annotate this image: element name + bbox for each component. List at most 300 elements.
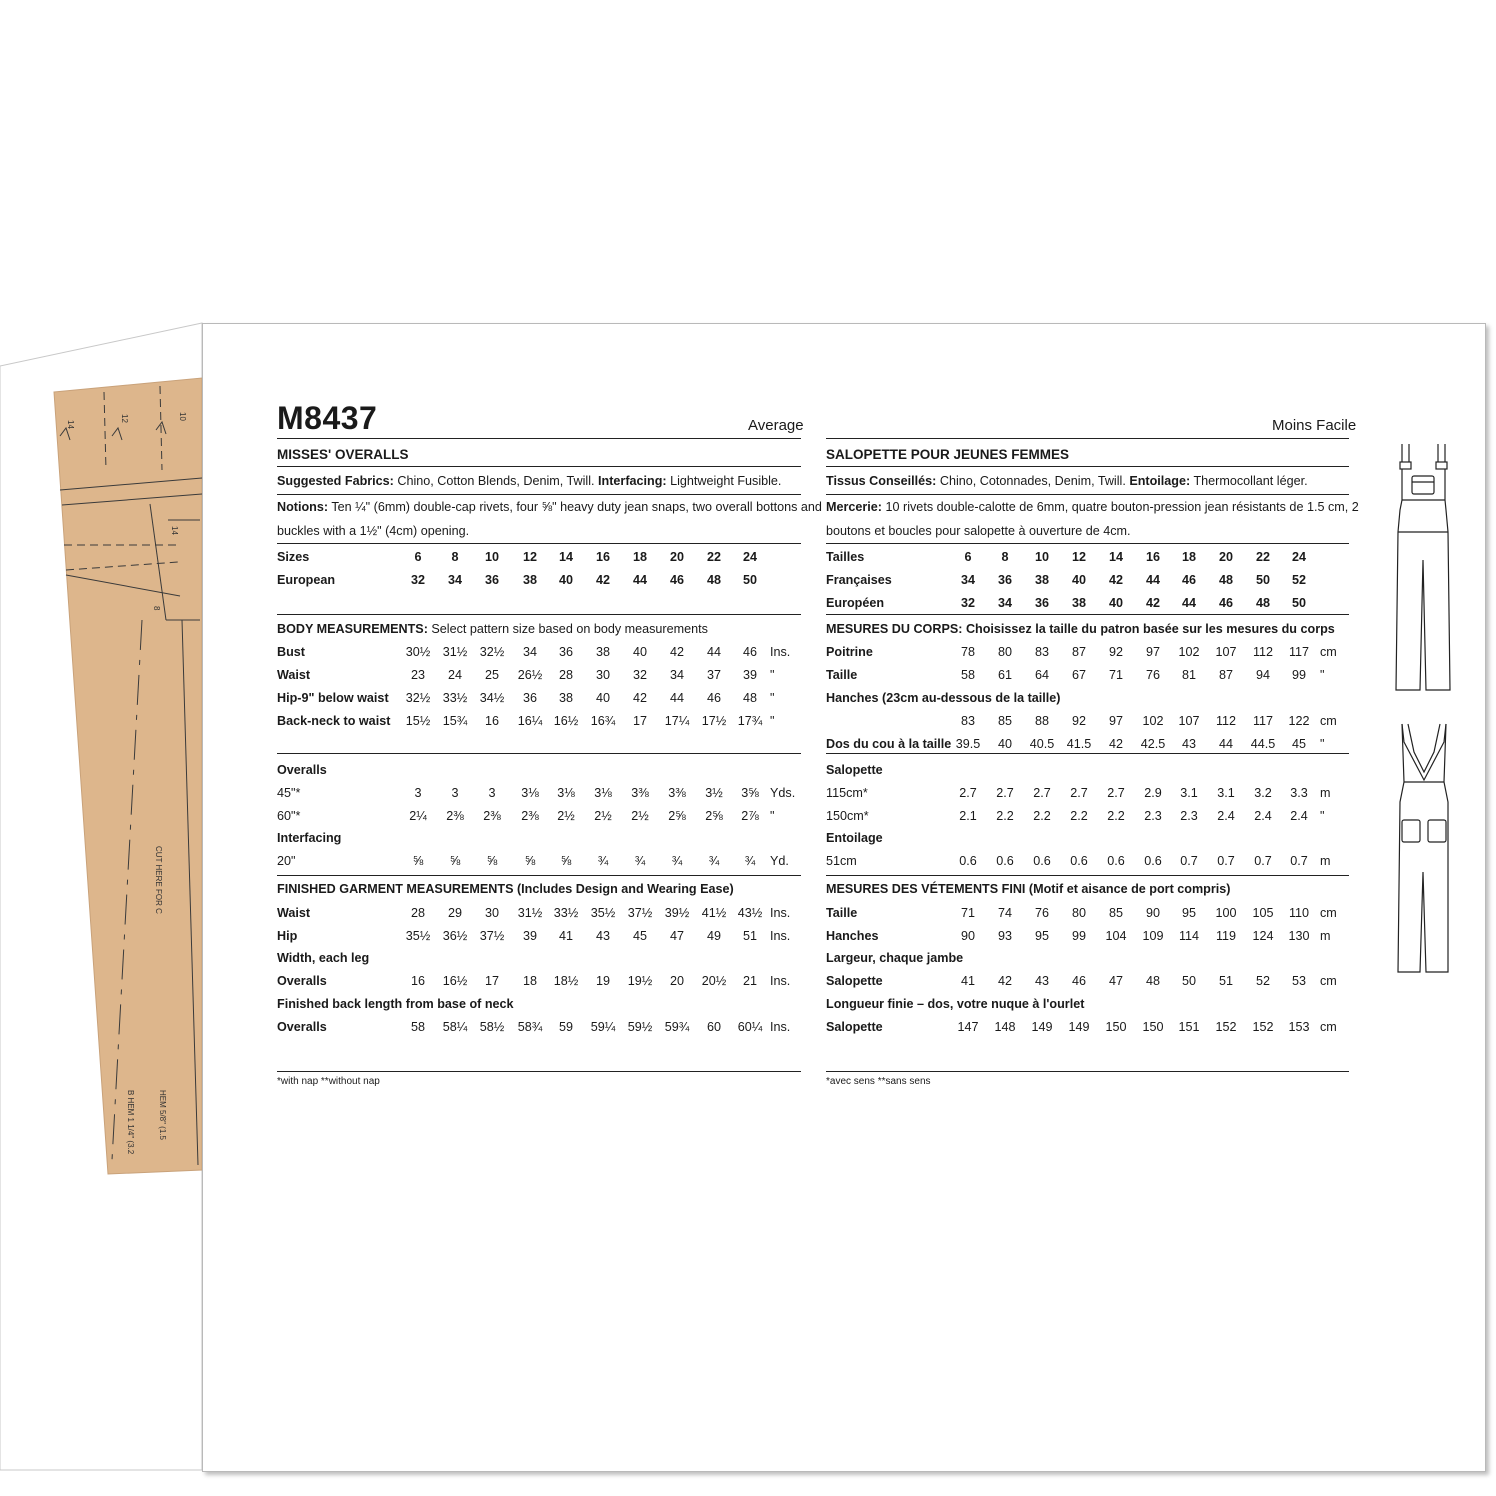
value-cell: 3.3 — [1290, 786, 1308, 800]
value-cell: 12 — [522, 550, 538, 564]
value-cell: 0.7 — [1254, 854, 1272, 868]
value-cell: 37 — [706, 668, 722, 682]
value-cell: 20 — [669, 974, 685, 988]
value-cell: 85 — [997, 714, 1013, 728]
value-cell: 149 — [1031, 1020, 1053, 1034]
unit-cell: " — [1320, 668, 1325, 682]
value-cell: 15¾ — [442, 714, 468, 728]
value-cell: 49 — [706, 929, 722, 943]
value-cell: 29 — [447, 906, 463, 920]
value-cell: 6 — [964, 550, 972, 564]
value-cell: 16 — [410, 974, 426, 988]
value-cell: 40.5 — [1029, 737, 1055, 751]
divider — [826, 875, 1349, 876]
value-cell: 36½ — [442, 929, 468, 943]
value-cell: 14 — [558, 550, 574, 564]
value-cell: 10 — [1034, 550, 1050, 564]
value-cell: 35½ — [405, 929, 431, 943]
value-cell: 41 — [558, 929, 574, 943]
value-cell: 50 — [1255, 573, 1271, 587]
value-cell: 48 — [706, 573, 722, 587]
value-cell: 38 — [558, 691, 574, 705]
value-cell: 36 — [484, 573, 500, 587]
row-label: Poitrine — [826, 645, 873, 659]
fabrics-text: Chino, Cotton Blends, Denim, Twill. — [393, 474, 599, 488]
value-cell: 58 — [410, 1020, 426, 1034]
value-cell: 105 — [1252, 906, 1274, 920]
value-cell: 2.4 — [1254, 809, 1272, 823]
divider — [826, 466, 1349, 467]
value-cell: 42 — [1108, 737, 1124, 751]
value-cell: 41.5 — [1066, 737, 1092, 751]
notions-line1: 10 rivets double-calotte de 6mm, quatre bouton-pression jean résistants de 1.5 cm, 2 — [882, 500, 1359, 514]
value-cell: 42 — [997, 974, 1013, 988]
unit-cell: Ins. — [770, 1020, 791, 1034]
value-cell: 40 — [632, 645, 648, 659]
value-cell: 32½ — [479, 645, 505, 659]
value-cell: ⅝ — [524, 854, 536, 868]
row-label: Taille — [826, 906, 858, 920]
value-cell: 3.1 — [1217, 786, 1235, 800]
fabrics-en — [277, 474, 781, 488]
value-cell: 3 — [451, 786, 459, 800]
divider — [826, 543, 1349, 544]
value-cell: 37½ — [479, 929, 505, 943]
width-title-fr: Largeur, chaque jambe — [826, 951, 964, 965]
value-cell: 2.2 — [1033, 809, 1051, 823]
value-cell: 58¼ — [442, 1020, 468, 1034]
value-cell: 88 — [1034, 714, 1050, 728]
value-cell: 44 — [669, 691, 685, 705]
value-cell: 59½ — [627, 1020, 653, 1034]
row-label: Waist — [277, 668, 311, 682]
divider — [277, 543, 801, 544]
row-label: Européen — [826, 596, 885, 610]
value-cell: 42 — [1145, 596, 1161, 610]
value-cell: 51 — [742, 929, 758, 943]
pattern-envelope-back — [202, 323, 1486, 1472]
value-cell: 28 — [410, 906, 426, 920]
notions-en — [277, 500, 822, 514]
row-label: Waist — [277, 906, 311, 920]
value-cell: 42 — [595, 573, 611, 587]
value-cell: 2.2 — [1107, 809, 1125, 823]
value-cell: 34 — [960, 573, 976, 587]
value-cell: 99 — [1291, 668, 1307, 682]
value-cell: 2.9 — [1144, 786, 1162, 800]
value-cell: 32 — [410, 573, 426, 587]
divider — [826, 1071, 1349, 1072]
value-cell: 40 — [997, 737, 1013, 751]
value-cell: 3⅝ — [741, 786, 759, 800]
value-cell: 41½ — [701, 906, 727, 920]
value-cell: 78 — [960, 645, 976, 659]
interfacing-label: Interfacing: — [598, 474, 667, 488]
value-cell: 34 — [669, 668, 685, 682]
value-cell: 100 — [1215, 906, 1237, 920]
value-cell: 46 — [1218, 596, 1234, 610]
notions-fr — [826, 500, 1359, 514]
value-cell: 87 — [1071, 645, 1087, 659]
value-cell: 147 — [957, 1020, 979, 1034]
value-cell: 16½ — [442, 974, 468, 988]
value-cell: 44 — [1181, 596, 1197, 610]
value-cell: 46 — [742, 645, 758, 659]
value-cell: 90 — [960, 929, 976, 943]
value-cell: 3 — [414, 786, 422, 800]
value-cell: 3 — [488, 786, 496, 800]
value-cell: 110 — [1288, 906, 1310, 920]
value-cell: 36 — [1034, 596, 1050, 610]
value-cell: 58¾ — [517, 1020, 543, 1034]
value-cell: 30 — [484, 906, 500, 920]
value-cell: 150 — [1105, 1020, 1127, 1034]
value-cell: 2.7 — [996, 786, 1014, 800]
value-cell: 17¼ — [664, 714, 690, 728]
divider — [277, 494, 801, 495]
value-cell: 38 — [1071, 596, 1087, 610]
value-cell: 2⅜ — [446, 809, 464, 823]
value-cell: ¾ — [708, 854, 720, 868]
divider — [826, 494, 1349, 495]
value-cell: 2⅝ — [668, 809, 686, 823]
value-cell: 25 — [484, 668, 500, 682]
value-cell: 17 — [484, 974, 500, 988]
value-cell: 81 — [1181, 668, 1197, 682]
value-cell: 15½ — [405, 714, 431, 728]
value-cell: 24 — [447, 668, 463, 682]
value-cell: 32 — [960, 596, 976, 610]
value-cell: 0.6 — [1107, 854, 1125, 868]
garment-title-fr: SALOPETTE POUR JEUNES FEMMES — [826, 447, 1070, 462]
value-cell: 18 — [1181, 550, 1197, 564]
value-cell: 34 — [997, 596, 1013, 610]
value-cell: ⅝ — [560, 854, 572, 868]
value-cell: 40 — [558, 573, 574, 587]
value-cell: 31½ — [517, 906, 543, 920]
value-cell: 151 — [1178, 1020, 1200, 1034]
row-label: 150cm* — [826, 809, 869, 823]
value-cell: 2½ — [631, 809, 649, 823]
yardage-title-fr: Salopette — [826, 763, 883, 777]
value-cell: 52 — [1255, 974, 1271, 988]
value-cell: 21 — [742, 974, 758, 988]
value-cell: 2⅝ — [705, 809, 723, 823]
notions-label: Notions: — [277, 500, 329, 514]
value-cell: ¾ — [744, 854, 756, 868]
unit-cell: cm — [1320, 974, 1337, 988]
value-cell: 8 — [1001, 550, 1009, 564]
value-cell: 53 — [1291, 974, 1307, 988]
divider — [277, 875, 801, 876]
value-cell: 33½ — [442, 691, 468, 705]
footnote-fr: *avec sens **sans sens — [826, 1076, 931, 1087]
row-label: 45"* — [277, 786, 301, 800]
value-cell: 58 — [960, 668, 976, 682]
value-cell: 39 — [742, 668, 758, 682]
value-cell: 2.7 — [1033, 786, 1051, 800]
divider — [277, 466, 801, 467]
unit-cell: " — [770, 809, 775, 823]
value-cell: 0.6 — [996, 854, 1014, 868]
value-cell: 2½ — [594, 809, 612, 823]
tissue-cut-note: CUT HERE FOR C — [154, 846, 163, 914]
row-label: Salopette — [826, 974, 883, 988]
interfacing-title-en: Interfacing — [277, 831, 342, 845]
value-cell: 36 — [558, 645, 574, 659]
value-cell: 85 — [1108, 906, 1124, 920]
value-cell: 114 — [1178, 929, 1200, 943]
unit-cell: m — [1320, 929, 1331, 943]
body-measurements-header-en — [277, 622, 708, 636]
value-cell: 83 — [960, 714, 976, 728]
value-cell: 43 — [1034, 974, 1050, 988]
difficulty-en: Average — [748, 417, 804, 434]
value-cell: 46 — [1071, 974, 1087, 988]
value-cell: 19 — [595, 974, 611, 988]
value-cell: 0.6 — [959, 854, 977, 868]
value-cell: 130 — [1288, 929, 1310, 943]
value-cell: ¾ — [634, 854, 646, 868]
value-cell: 44 — [632, 573, 648, 587]
row-label: Back-neck to waist — [277, 714, 391, 728]
value-cell: 51 — [1218, 974, 1234, 988]
value-cell: 58½ — [479, 1020, 505, 1034]
value-cell: 3⅛ — [521, 786, 539, 800]
unit-cell: m — [1320, 854, 1331, 868]
unit-cell: " — [770, 691, 775, 705]
value-cell: 0.6 — [1070, 854, 1088, 868]
hip-title-fr: Hanches (23cm au-dessous de la taille) — [826, 691, 1061, 705]
value-cell: 107 — [1215, 645, 1237, 659]
length-title-en: Finished back length from base of neck — [277, 997, 514, 1011]
value-cell: 102 — [1178, 645, 1200, 659]
value-cell: 42 — [1108, 573, 1124, 587]
tissue-hem-b: B HEM 1 1/4" (3.2 — [126, 1090, 135, 1155]
row-label: Sizes — [277, 550, 310, 564]
value-cell: 16 — [1145, 550, 1161, 564]
value-cell: 36 — [522, 691, 538, 705]
divider — [277, 614, 801, 615]
body-header-bold: BODY MEASUREMENTS: — [277, 622, 428, 636]
value-cell: 61 — [997, 668, 1013, 682]
value-cell: 80 — [997, 645, 1013, 659]
divider — [826, 614, 1349, 615]
value-cell: 149 — [1068, 1020, 1090, 1034]
value-cell: 6 — [414, 550, 422, 564]
interfacing-title-fr: Entoilage — [826, 831, 883, 845]
value-cell: 48 — [1145, 974, 1161, 988]
value-cell: 37½ — [627, 906, 653, 920]
row-label: Overalls — [277, 974, 327, 988]
unit-cell: " — [1320, 809, 1325, 823]
value-cell: 42.5 — [1140, 737, 1166, 751]
value-cell: 2¼ — [409, 809, 427, 823]
garment-title-en: MISSES' OVERALLS — [277, 447, 409, 462]
value-cell: 3⅛ — [594, 786, 612, 800]
value-cell: 44 — [1145, 573, 1161, 587]
value-cell: 16½ — [553, 714, 579, 728]
overalls-front-icon — [1390, 440, 1460, 698]
value-cell: 14 — [1108, 550, 1124, 564]
value-cell: 39 — [522, 929, 538, 943]
value-cell: 17 — [632, 714, 648, 728]
unit-cell: cm — [1320, 906, 1337, 920]
divider — [277, 438, 801, 439]
value-cell: 10 — [484, 550, 500, 564]
value-cell: 117 — [1288, 645, 1310, 659]
value-cell: 60¼ — [737, 1020, 763, 1034]
value-cell: 3⅜ — [631, 786, 649, 800]
unit-cell: cm — [1320, 1020, 1337, 1034]
value-cell: 99 — [1071, 929, 1087, 943]
value-cell: 42 — [632, 691, 648, 705]
value-cell: 24 — [1291, 550, 1307, 564]
value-cell: 16 — [595, 550, 611, 564]
unit-cell: Ins. — [770, 645, 791, 659]
value-cell: 26½ — [517, 668, 543, 682]
value-cell: 43½ — [737, 906, 763, 920]
value-cell: 52 — [1291, 573, 1307, 587]
value-cell: 42 — [669, 645, 685, 659]
value-cell: 152 — [1215, 1020, 1237, 1034]
value-cell: 45 — [632, 929, 648, 943]
value-cell: 48 — [742, 691, 758, 705]
divider — [277, 1071, 801, 1072]
fabrics-label: Suggested Fabrics: — [277, 474, 394, 488]
tissue-mark-8: 8 — [152, 606, 161, 611]
value-cell: 71 — [960, 906, 976, 920]
value-cell: 2.4 — [1217, 809, 1235, 823]
unit-cell: Ins. — [770, 974, 791, 988]
row-label: 51cm — [826, 854, 857, 868]
value-cell: 24 — [742, 550, 758, 564]
notions-line1: Ten ¼" (6mm) double-cap rivets, four ⅝" heavy duty jean snaps, two overall bottons and — [328, 500, 822, 514]
unit-cell: cm — [1320, 645, 1337, 659]
value-cell: 16 — [484, 714, 500, 728]
tissue-mark-14: 14 — [66, 420, 75, 429]
fabrics-fr — [826, 474, 1308, 488]
value-cell: 47 — [1108, 974, 1124, 988]
value-cell: 83 — [1034, 645, 1050, 659]
value-cell: 59¼ — [590, 1020, 616, 1034]
value-cell: 2.7 — [959, 786, 977, 800]
value-cell: 2.7 — [1107, 786, 1125, 800]
unit-cell: " — [770, 714, 775, 728]
value-cell: 64 — [1034, 668, 1050, 682]
tissue-mark-14b: 14 — [170, 526, 179, 535]
value-cell: 97 — [1145, 645, 1161, 659]
row-label: Hip-9" below waist — [277, 691, 389, 705]
value-cell: 2.3 — [1144, 809, 1162, 823]
value-cell: 18 — [522, 974, 538, 988]
value-cell: 74 — [997, 906, 1013, 920]
interfacing-label: Entoilage: — [1129, 474, 1191, 488]
row-label: Overalls — [277, 1020, 327, 1034]
row-label: Salopette — [826, 1020, 883, 1034]
difficulty-fr: Moins Facile — [1272, 417, 1357, 434]
value-cell: 148 — [994, 1020, 1016, 1034]
value-cell: 87 — [1218, 668, 1234, 682]
value-cell: 150 — [1142, 1020, 1164, 1034]
unit-cell: " — [1320, 737, 1325, 751]
value-cell: 124 — [1252, 929, 1274, 943]
row-label: 20" — [277, 854, 296, 868]
length-title-fr: Longueur finie – dos, votre nuque à l'ourlet — [826, 997, 1085, 1011]
value-cell: 95 — [1181, 906, 1197, 920]
value-cell: 48 — [1218, 573, 1234, 587]
value-cell: 59¾ — [664, 1020, 690, 1034]
value-cell: 92 — [1071, 714, 1087, 728]
value-cell: 59 — [558, 1020, 574, 1034]
value-cell: 3⅜ — [668, 786, 686, 800]
value-cell: 20½ — [701, 974, 727, 988]
unit-cell: m — [1320, 786, 1331, 800]
value-cell: 67 — [1071, 668, 1087, 682]
row-label: Tailles — [826, 550, 865, 564]
value-cell: 94 — [1255, 668, 1271, 682]
finished-header-en: FINISHED GARMENT MEASUREMENTS (Includes Design and Wearing Ease) — [277, 882, 734, 896]
value-cell: 44.5 — [1250, 737, 1276, 751]
value-cell: 31½ — [442, 645, 468, 659]
value-cell: 119 — [1215, 929, 1237, 943]
value-cell: 40 — [1071, 573, 1087, 587]
value-cell: 32½ — [405, 691, 431, 705]
notions-label: Mercerie: — [826, 500, 883, 514]
value-cell: 2⅜ — [521, 809, 539, 823]
row-label: Dos du cou à la taille — [826, 737, 952, 751]
notions-line2-en: buckles with a 1½" (4cm) opening. — [277, 524, 470, 538]
pattern-number: M8437 — [277, 400, 378, 436]
overalls-back-icon — [1390, 722, 1460, 978]
fabrics-label: Tissus Conseillés: — [826, 474, 937, 488]
value-cell: 41 — [960, 974, 976, 988]
value-cell: 2⅞ — [741, 809, 759, 823]
value-cell: 152 — [1252, 1020, 1274, 1034]
unit-cell: Yd. — [770, 854, 789, 868]
row-label: Françaises — [826, 573, 892, 587]
value-cell: 109 — [1142, 929, 1164, 943]
row-label: Taille — [826, 668, 858, 682]
value-cell: 2.4 — [1290, 809, 1308, 823]
value-cell: 18½ — [553, 974, 579, 988]
footnote-en: *with nap **without nap — [277, 1076, 380, 1087]
unit-cell: Yds. — [770, 786, 796, 800]
value-cell: 33½ — [553, 906, 579, 920]
value-cell: 97 — [1108, 714, 1124, 728]
value-cell: 107 — [1178, 714, 1200, 728]
value-cell: 39½ — [664, 906, 690, 920]
value-cell: 8 — [451, 550, 459, 564]
value-cell: 0.6 — [1144, 854, 1162, 868]
value-cell: 44 — [706, 645, 722, 659]
value-cell: 22 — [1255, 550, 1271, 564]
value-cell: 17½ — [701, 714, 727, 728]
unit-cell: Ins. — [770, 906, 791, 920]
value-cell: 2.3 — [1180, 809, 1198, 823]
value-cell: 3⅛ — [557, 786, 575, 800]
fabrics-text: Chino, Cotonnades, Denim, Twill. — [936, 474, 1130, 488]
value-cell: 153 — [1288, 1020, 1310, 1034]
row-label: 60"* — [277, 809, 301, 823]
value-cell: ¾ — [597, 854, 609, 868]
value-cell: 47 — [669, 929, 685, 943]
value-cell: 19½ — [627, 974, 653, 988]
value-cell: 36 — [997, 573, 1013, 587]
value-cell: 23 — [410, 668, 426, 682]
value-cell: 43 — [595, 929, 611, 943]
value-cell: 48 — [1255, 596, 1271, 610]
